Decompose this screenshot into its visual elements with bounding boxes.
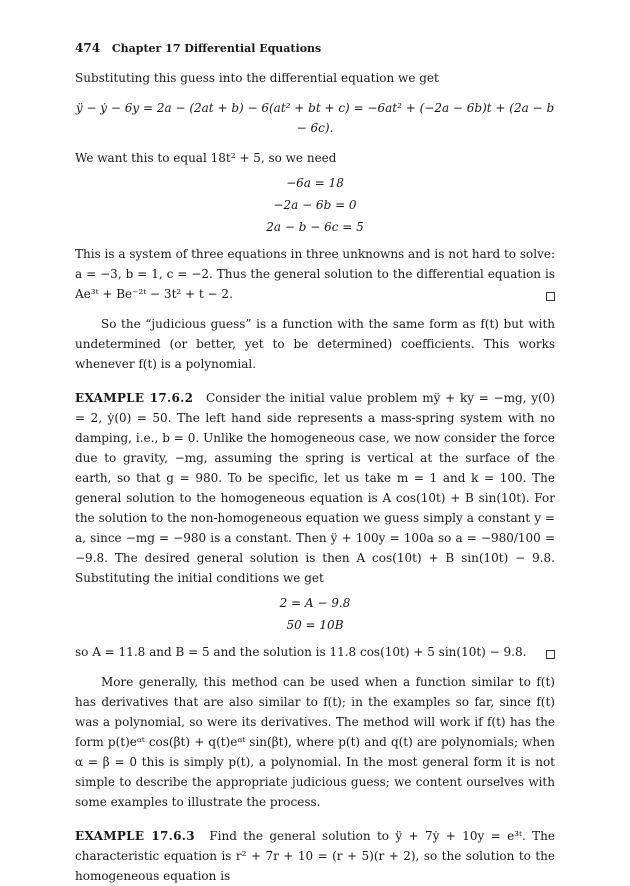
example-2-text: Consider the initial value problem mÿ + ky = −mg, y(0) = 2, ẏ(0) = 50. The left hand side represents a mass-spring system with no damping, i.e., b = 0. Unlike the homogeneous case, we now consider the force due to gravity, −mg, assuming the spring is vertical at the surface of the earth, so that g = 980. To be specific, let us take m = 1 and k = 100. The general solution to the homogeneous equation is A cos(10t) + B sin(10t). For the solution to the non-homogeneous equation we guess simply a constant y = a, since −mg = −980 is a constant. Then ÿ + 100y = 100a so a = −980/100 = −9.8. The desired general solution is then A cos(10t) + B sin(10t) − 9.8. Substituting the initial conditions we get [75,391,555,585]
qed-symbol [546,644,555,664]
judicious-paragraph: So the “judicious guess” is a function with the same form as f(t) but with undetermined (or better, yet to be determined) coefficients. This works whenever f(t) is a polynomial. [75,317,555,371]
example-3 [75,826,555,886]
main-equation: ÿ − ẏ − 6y = 2a − (2at + b) − 6(at² + bt + c) = −6at² + (−2a − 6b)t + (2a − b − 6c). [75,101,555,135]
system-equation: 2a − b − 6c = 5 [266,220,364,234]
example-2-label: EXAMPLE 17.6.2 [75,391,194,405]
page-number: 474 [75,41,101,55]
page [75,38,555,886]
general-paragraph: More generally, this method can be used when a function similar to f(t) has derivatives that are also similar to f(t); in the examples so far, since f(t) was a polynomial, so were its derivatives. The method will work if f(t) has the form p(t)eᵅᵗ cos(βt) + q(t)eᵅᵗ sin(βt), where p(t) and q(t) are polynomials; when α = β = 0 this is simply p(t), a polynomial. In the most general form it is not simple to describe the appropriate judicious guess; we content ourselves with some examples to illustrate the process. [75,675,555,809]
want-paragraph: We want this to equal 18t² + 5, so we need [75,151,337,165]
solve-text: This is a system of three equations in three unknowns and is not hard to solve: a = −3, b = 1, c = −2. Thus the general solution to the differential equation is Ae³ᵗ + Be⁻²ᵗ − 3t² + t − 2. [75,247,555,301]
example-3-text: Find the general solution to ÿ + 7ẏ + 10y = e³ᵗ. The characteristic equation is r² + 7r + 10 = (r + 5)(r + 2), so the solution to the homogeneous equation is [75,829,555,883]
ic-equation: 50 = 10B [286,618,344,632]
conclusion-text: so A = 11.8 and B = 5 and the solution is 11.8 cos(10t) + 5 sin(10t) − 9.8. [75,645,527,659]
equation-system [75,172,555,238]
ic-equation: 2 = A − 9.8 [279,596,351,610]
system-equation: −6a = 18 [286,176,344,190]
example-3-label: EXAMPLE 17.6.3 [75,829,195,843]
example-2-conclusion [75,642,555,662]
example-2 [75,388,555,588]
initial-conditions-equations [75,592,555,636]
qed-symbol [546,286,555,306]
solve-paragraph [75,244,555,304]
intro-paragraph: Substituting this guess into the differential equation we get [75,71,439,85]
running-header [75,38,555,59]
system-equation: −2a − 6b = 0 [273,198,357,212]
chapter-title: Chapter 17 Differential Equations [111,42,322,55]
